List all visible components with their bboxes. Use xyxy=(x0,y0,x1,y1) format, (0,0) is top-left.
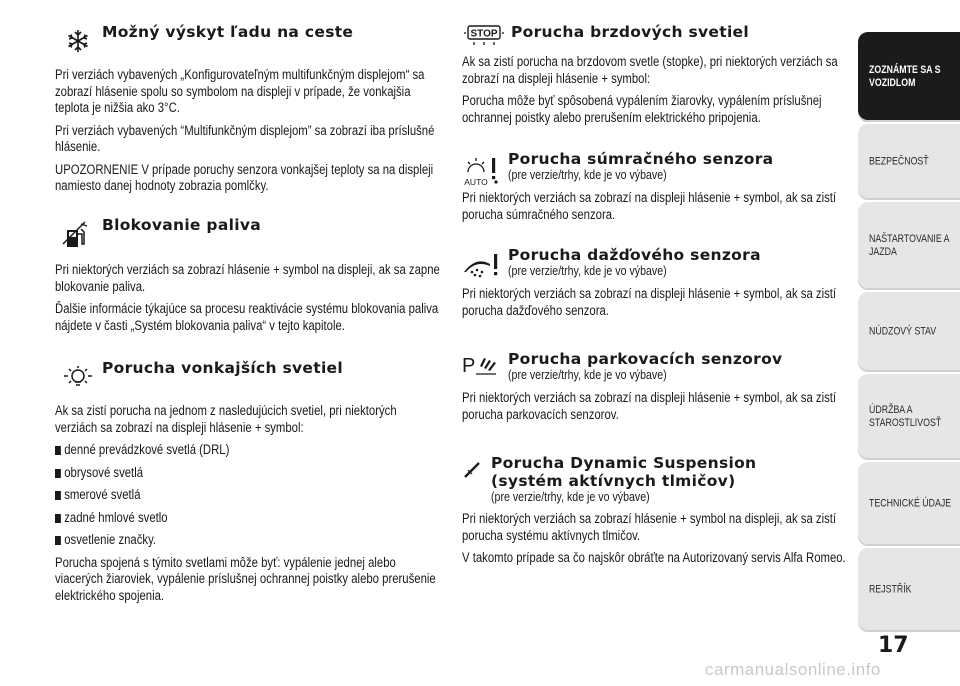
section-title: Porucha vonkajších svetiel xyxy=(102,359,343,377)
tab-safety[interactable]: BEZPEČNOSŤ xyxy=(858,124,960,200)
section-parking-sensors xyxy=(462,350,847,454)
page-number: 17 xyxy=(878,633,909,658)
paragraph: Pri niektorých verziách sa zobrazí na displeji hlásenie + symbol, ak sa zistí porucha parkovacích senzorov. xyxy=(462,390,837,422)
paragraph: Pri verziách vybavených “Multifunkčným displejom” sa zobrazí iba príslušné hlásenie. xyxy=(55,122,435,154)
list-item: osvetlenie značky. xyxy=(55,532,378,549)
list-item: smerové svetlá xyxy=(55,487,378,504)
list-item: obrysové svetlá xyxy=(55,465,378,482)
section-title: Porucha parkovacích senzorov xyxy=(508,350,783,368)
paragraph: Pri niektorých verziách sa zobrazí na displeji hlásenie + symbol, ak sa zistí porucha dažďového senzora. xyxy=(462,286,837,318)
svg-text:STOP: STOP xyxy=(470,28,498,40)
paragraph: UPOZORNENIE V prípade poruchy senzora vonkajšej teploty sa na displeji namiesto danej hodnoty zobrazia pomlčky. xyxy=(55,161,434,193)
paragraph: Porucha spojená s týmito svetlami môže byť: vypálenie jednej alebo viacerých žiaroviek, vypálenie príslušnej ochrannej poistky alebo prerušenie elektrického spojenia. xyxy=(55,554,436,603)
right-column xyxy=(462,14,847,604)
parking-sensor-icon xyxy=(462,352,500,380)
paragraph: V takomto prípade sa čo najskôr obráťte na Autorizovaný servis Alfa Romeo. xyxy=(462,550,846,565)
paragraph: Pri niektorých verziách sa zobrazí hlásenie + symbol na displeji, ak sa zistí porucha systému aktívnych tlmičov. xyxy=(462,511,837,543)
availability-note: (pre verzie/trhy, kde je vo výbave) xyxy=(508,264,667,278)
fuel-cutoff-icon xyxy=(61,220,89,250)
snowflake-icon xyxy=(65,28,91,54)
section-twilight-sensor xyxy=(462,150,847,246)
section-title: Porucha brzdových svetiel xyxy=(511,23,749,41)
tab-emergency[interactable]: NÚDZOVÝ STAV xyxy=(858,292,960,372)
section-title: Blokovanie paliva xyxy=(102,216,261,234)
section-dynamic-suspension xyxy=(462,454,847,604)
shock-absorber-icon xyxy=(462,460,482,480)
svg-text:P: P xyxy=(462,355,476,377)
paragraph: Pri verziách vybavených „Konfigurovateľným multifunkčným displejom“ sa zobrazí hlásenie spolu so symbolom na displeji v prípade, že vonkajšia teplota je nižšia ako 3°C. xyxy=(55,67,425,115)
left-column xyxy=(55,14,440,629)
section-fuel-cutoff xyxy=(55,214,440,359)
watermark: carmanualsonline.info xyxy=(705,660,881,679)
section-brake-lights xyxy=(462,14,847,150)
paragraph: Pri niektorých verziách sa zobrazí na displeji hlásenie + symbol, ak sa zistí porucha súmračného senzora. xyxy=(462,190,837,222)
tab-index[interactable]: REJSTŘÍK xyxy=(858,548,960,632)
section-title: Porucha súmračného senzora xyxy=(508,150,774,168)
list-item: denné prevádzkové svetlá (DRL) xyxy=(55,442,378,459)
tab-technical-data[interactable]: TECHNICKÉ ÚDAJE xyxy=(858,462,960,546)
bulb-failure-icon xyxy=(63,365,93,391)
twilight-sensor-icon xyxy=(462,152,502,188)
stop-light-icon xyxy=(462,24,506,48)
availability-note: (pre verzie/trhy, kde je vo výbave) xyxy=(508,368,667,382)
section-rain-sensor xyxy=(462,246,847,350)
list-item: zadné hmlové svetlo xyxy=(55,510,378,527)
section-title: Možný výskyt ľadu na ceste xyxy=(102,23,354,41)
tab-vehicle[interactable]: ZOZNÁMTE SA S VOZIDLOM xyxy=(858,32,960,122)
paragraph: Porucha môže byť spôsobená vypálením žiarovky, vypálením príslušnej ochrannej poistky alebo prerušením elektrického pripojenia. xyxy=(462,93,822,125)
section-ice xyxy=(55,14,440,214)
paragraph: Pri niektorých verziách sa zobrazí hlásenie + symbol na displeji, ak sa zapne blokovanie paliva. xyxy=(55,262,440,294)
paragraph: Ak sa zistí porucha na jednom z nasledujúcich svetiel, pri niektorých verziách sa zobrazí na displeji hlásenie + symbol: xyxy=(55,403,397,435)
tab-starting-driving[interactable]: NAŠTARTOVANIE A JAZDA xyxy=(858,202,960,290)
paragraph: Ak sa zistí porucha na brzdovom svetle (stopke), pri niektorých verziách sa zobrazí na displeji hlásenie + symbol: xyxy=(462,54,838,86)
paragraph: Ďalšie informácie týkajúce sa procesu reaktivácie systému blokovania paliva nájdete v časti „Systém blokovania paliva“ v tejto kapitole. xyxy=(55,301,439,333)
section-title: Porucha Dynamic Suspension xyxy=(491,454,757,472)
section-exterior-lights xyxy=(55,359,440,629)
svg-text:AUTO: AUTO xyxy=(464,177,488,187)
section-title-continued: (systém aktívnych tlmičov) xyxy=(491,472,736,490)
rain-sensor-icon xyxy=(462,250,502,280)
chapter-sidebar xyxy=(858,0,960,686)
availability-note: (pre verzie/trhy, kde je vo výbave) xyxy=(508,168,667,182)
availability-note: (pre verzie/trhy, kde je vo výbave) xyxy=(491,490,650,504)
tab-maintenance[interactable]: ÚDRŽBA A STAROSTLIVOSŤ xyxy=(858,374,960,460)
section-title: Porucha dažďového senzora xyxy=(508,246,761,264)
